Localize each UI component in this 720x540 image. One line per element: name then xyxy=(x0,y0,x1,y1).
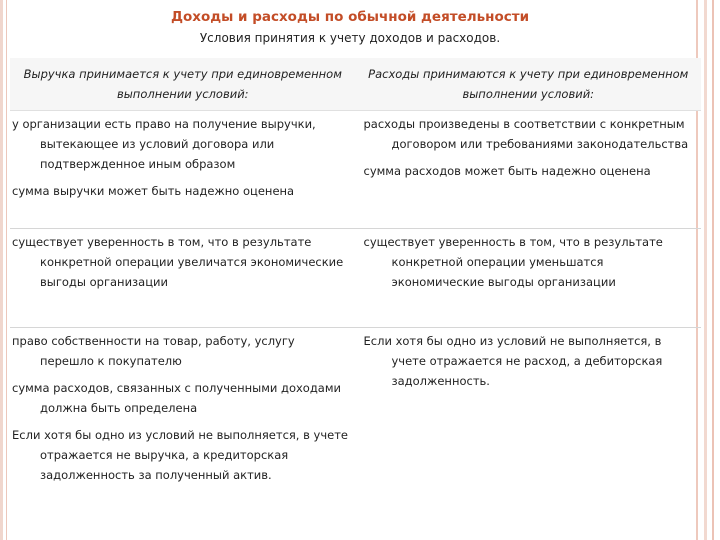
header-expenses: Расходы принимаются к учету при единовременном выполнении условий: xyxy=(368,67,689,101)
frame-stripe-right-2 xyxy=(704,0,707,540)
revenue-condition: право собственности на товар, работу, услугу перешло к покупателю xyxy=(12,334,295,368)
expense-cell xyxy=(356,328,702,521)
revenue-cell xyxy=(10,229,356,327)
expense-condition: существует уверенность в том, что в результате конкретной операции уменьшатся экономические выгоды организации xyxy=(363,235,663,289)
revenue-condition: сумма выручки может быть надежно оценена xyxy=(12,184,295,198)
slide-title: Доходы и расходы по обычной деятельности xyxy=(170,9,530,25)
revenue-cell xyxy=(10,328,356,521)
expense-note: Если хотя бы одно из условий не выполняется, в учете отражается не расход, а дебиторская задолженность. xyxy=(363,334,663,388)
revenue-cell xyxy=(10,111,356,228)
revenue-condition: существует уверенность в том, что в результате конкретной операции увеличатся экономические выгоды организации xyxy=(12,235,344,289)
slide-subtitle: Условия принятия к учету доходов и расходов. xyxy=(199,31,501,45)
conditions-table xyxy=(10,58,701,521)
revenue-condition: у организации есть право на получение выручки, вытекающее из условий договора или подтвержденное иным образом xyxy=(12,117,316,171)
frame-stripe-left xyxy=(0,0,3,540)
frame-stripe-right-3 xyxy=(712,0,714,540)
revenue-note: Если хотя бы одно из условий не выполняется, в учете отражается не выручка, а кредиторская задолженность за полученный актив. xyxy=(12,428,349,482)
expense-condition: сумма расходов может быть надежно оценена xyxy=(363,164,651,178)
expense-cell xyxy=(356,111,702,228)
revenue-condition: сумма расходов, связанных с полученными доходами должна быть определена xyxy=(12,381,341,415)
expense-condition: расходы произведены в соответствии с конкретным договором или требованиями законодательства xyxy=(363,117,689,151)
expense-cell xyxy=(356,229,702,327)
table-header xyxy=(10,58,701,111)
table-row xyxy=(10,111,701,229)
header-revenue: Выручка принимается к учету при единовременном выполнении условий: xyxy=(23,67,342,101)
table-row xyxy=(10,328,701,521)
frame-stripe-left-thin xyxy=(6,0,7,540)
table-row xyxy=(10,229,701,328)
